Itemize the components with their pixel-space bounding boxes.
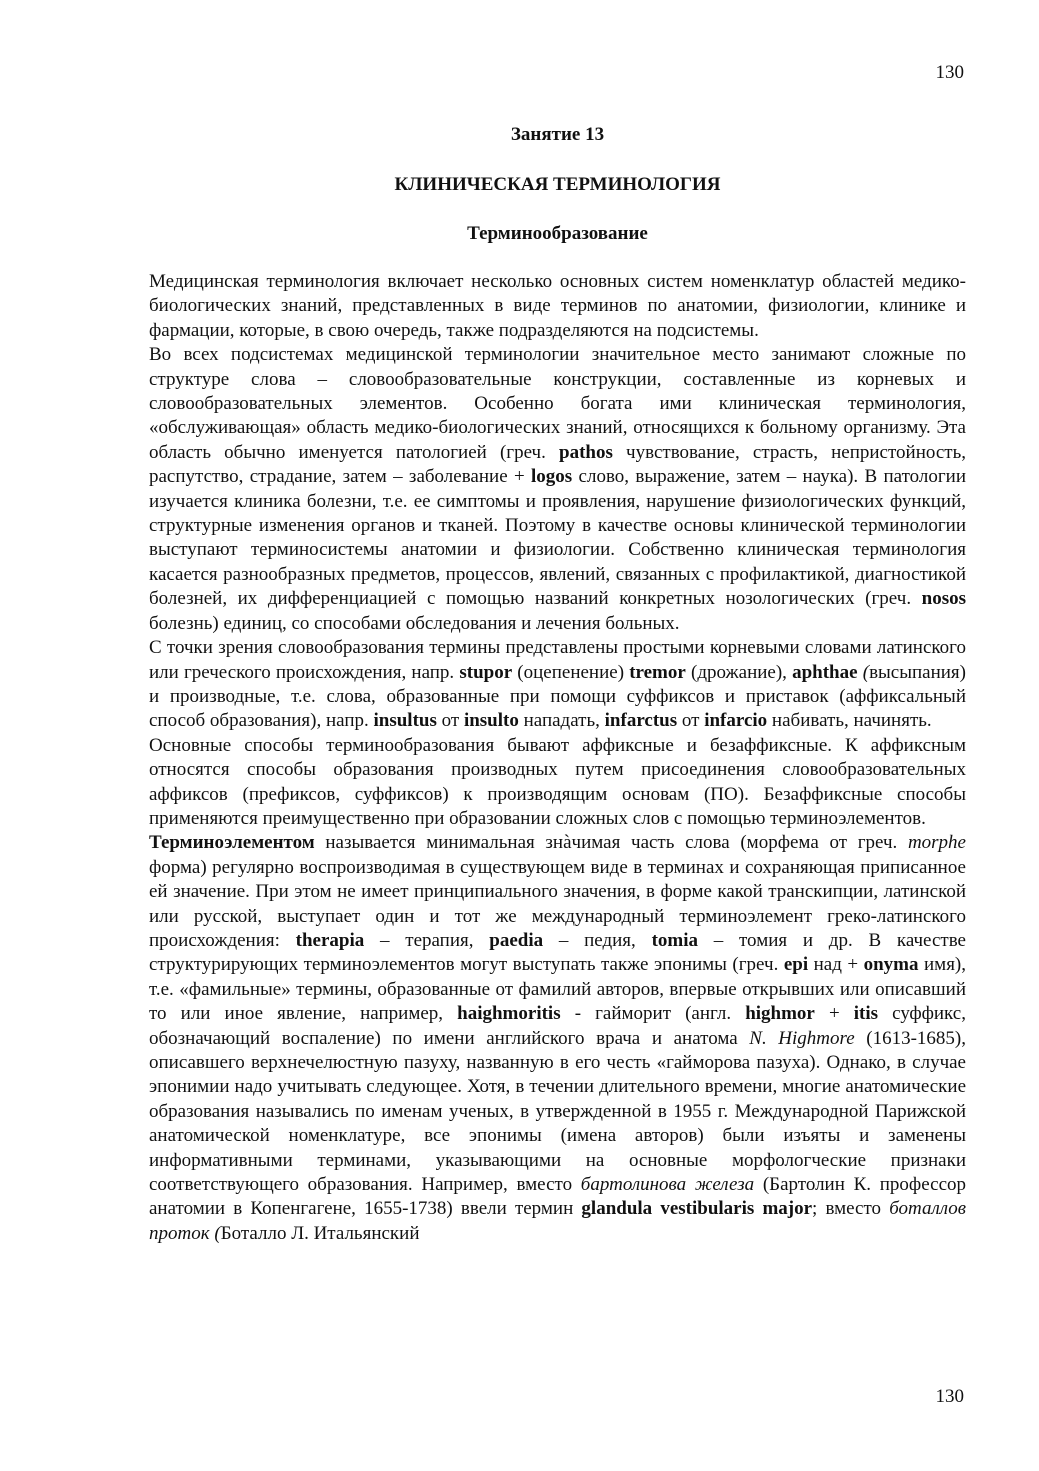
- italic-term: боталлов проток (: [149, 1198, 966, 1244]
- paragraph: [149, 270, 966, 343]
- text-run: слово, выражение, затем – наука). В патологии изучается клиника болезни, т.е. ее симптомы и проявления, нарушение физиологических функций, структурные изменения органов и тканей. Поэтому в качестве основы клинической терминологии выступают терминосистемы анатомии и физиологии. Собственно клиническая терминология касается разнообразных предметов, процессов, явлений, связанных с профилактикой, диагностикой болезней, их дифференциацией с помощью названий конкретных нозологических (греч.: [149, 466, 966, 610]
- bold-term: infarctus: [604, 710, 678, 732]
- bold-term: paedia: [489, 929, 544, 951]
- text-run: Во всех подсистемах медицинской терминологии значительное место занимают сложные по структуре слова – словообразовательные конструкции, составленные из корневых и словообразовательных элементов. Особенно богата ими клиническая терминология, «обслуживающая» область медико-биологических знаний, относящихся к больному организму. Эта область обычно именуется патологией (греч.: [149, 344, 966, 463]
- bold-term: insulto: [463, 710, 519, 732]
- text-run: – педия,: [543, 929, 652, 951]
- bold-term: therapia: [295, 929, 365, 951]
- bold-term: haighmoritis: [457, 1003, 561, 1025]
- italic-term: morphe: [907, 832, 966, 854]
- page-number-bottom: 130: [935, 1386, 964, 1407]
- text-run: форма) регулярно воспроизводимая в существующем виде в терминах и сохраняющая приписанное ей значение. При этом не имеет принципиального значения, в форме какой транскипции, латинской или русской, выступает один и тот же международный терминоэлемент греко-латинского происхождения:: [149, 856, 966, 951]
- bold-term: tomia: [651, 929, 698, 951]
- text-run: +: [814, 1003, 854, 1025]
- text-run: болезнь) единиц, со способами обследования и лечения больных.: [149, 612, 680, 634]
- text-run: (Бартолин К. профессор анатомии в Копенгагене, 1655-1738) ввели термин: [149, 1174, 966, 1220]
- italic-term: (: [862, 661, 870, 683]
- text-run: - гайморит (англ.: [560, 1003, 746, 1025]
- bold-term: pathos: [559, 441, 613, 463]
- bold-term: Терминоэлементом: [149, 832, 315, 854]
- text-run: нападать,: [518, 710, 605, 732]
- bold-term: onyma: [863, 954, 919, 976]
- section-title: Терминообразование: [467, 223, 648, 244]
- text-run: – томия и др. В качестве структурирующих терминоэлементов могут выступать также эпонимы (греч.: [149, 929, 966, 976]
- bold-term: infarcio: [704, 710, 768, 732]
- paragraph: [149, 636, 966, 734]
- bold-term: tremor: [629, 661, 686, 683]
- text-run: называется минимальная знàчимая часть слова (морфема от греч.: [314, 832, 908, 854]
- bold-term: glandula vestibularis major: [581, 1198, 813, 1220]
- text-run: высыпания) и производные, т.е. слова, образованные при помощи суффиксов и приставок (аффиксальный способ образования), напр.: [149, 661, 967, 732]
- bold-term: nosos: [921, 588, 966, 610]
- bold-term: aphthae: [792, 661, 858, 683]
- text-run: от: [436, 710, 464, 732]
- text-run: Медицинская терминология включает несколько основных систем номенклатур областей медико-биологических знаний, представленных в виде терминов по анатомии, физиологии, клинике и фармации, которые, в свою очередь, также подразделяются на подсистемы.: [149, 271, 966, 341]
- bold-term: insultus: [373, 710, 437, 732]
- italic-term: бартолинова железа: [580, 1174, 755, 1196]
- text-run: Боталло Л. Итальянский: [220, 1222, 420, 1244]
- page-number-top: 130: [935, 62, 964, 83]
- text-run: над +: [808, 954, 864, 976]
- text-run: – терапия,: [364, 929, 490, 951]
- text-run: чувствование, страсть, непристойность, распутство, страдание, затем – заболевание +: [149, 441, 966, 488]
- text-run: (оцепенение): [512, 661, 630, 683]
- body-text: [149, 270, 966, 1246]
- text-run: ; вместо: [812, 1198, 890, 1220]
- chapter-title: КЛИНИЧЕСКАЯ ТЕРМИНОЛОГИЯ: [394, 174, 721, 195]
- text-run: имя), т.е. «фамильные» термины, образованные от фамилий авторов, впервые открывших или описавший то или иное явление, например,: [149, 954, 967, 1025]
- bold-term: logos: [531, 466, 573, 488]
- bold-term: epi: [783, 954, 809, 976]
- italic-term: N. Highmore: [749, 1027, 855, 1049]
- bold-term: itis: [853, 1003, 879, 1025]
- paragraph: [149, 734, 966, 832]
- text-run: от: [677, 710, 705, 732]
- text-run: С точки зрения словообразования термины представлены простыми корневыми словами латинского или греческого происхождения, напр.: [149, 637, 966, 683]
- bold-term: highmor: [745, 1003, 815, 1025]
- paragraph: [149, 831, 966, 1246]
- lesson-title: Занятие 13: [510, 124, 605, 145]
- bold-term: stupor: [459, 661, 513, 683]
- text-run: суффикс, обозначающий воспаление) по имени английского врача и анатома: [149, 1003, 966, 1049]
- text-run: (дрожание),: [685, 661, 793, 683]
- text-run: набивать, начинять.: [767, 710, 932, 732]
- text-run: (1613-1685), описавшего верхнечелюстную пазуху, названную в его честь «гайморова пазуха). Однако, в случае эпонимии надо учитывать следующее. Хотя, в течении длительного времени, многие анатомические образования назывались по именам ученых, в утвержденной в 1955 г. Международной Парижской анатомической номенклатуре, все эпонимы (имена авторов) были изъяты и заменены информативными терминами, указывающими на основные морфологческие признаки соответствующего образования. Например, вместо: [149, 1027, 966, 1196]
- paragraph: [149, 343, 966, 636]
- text-run: Основные способы терминообразования бывают аффиксные и безаффиксные. К аффиксным относятся способы образования производных путем присоединения словообразовательных аффиксов (префиксов, суффиксов) к производящим основам (ПО). Безаффиксные способы применяются преимущественно при образовании сложных слов с помощью терминоэлементов.: [149, 734, 966, 829]
